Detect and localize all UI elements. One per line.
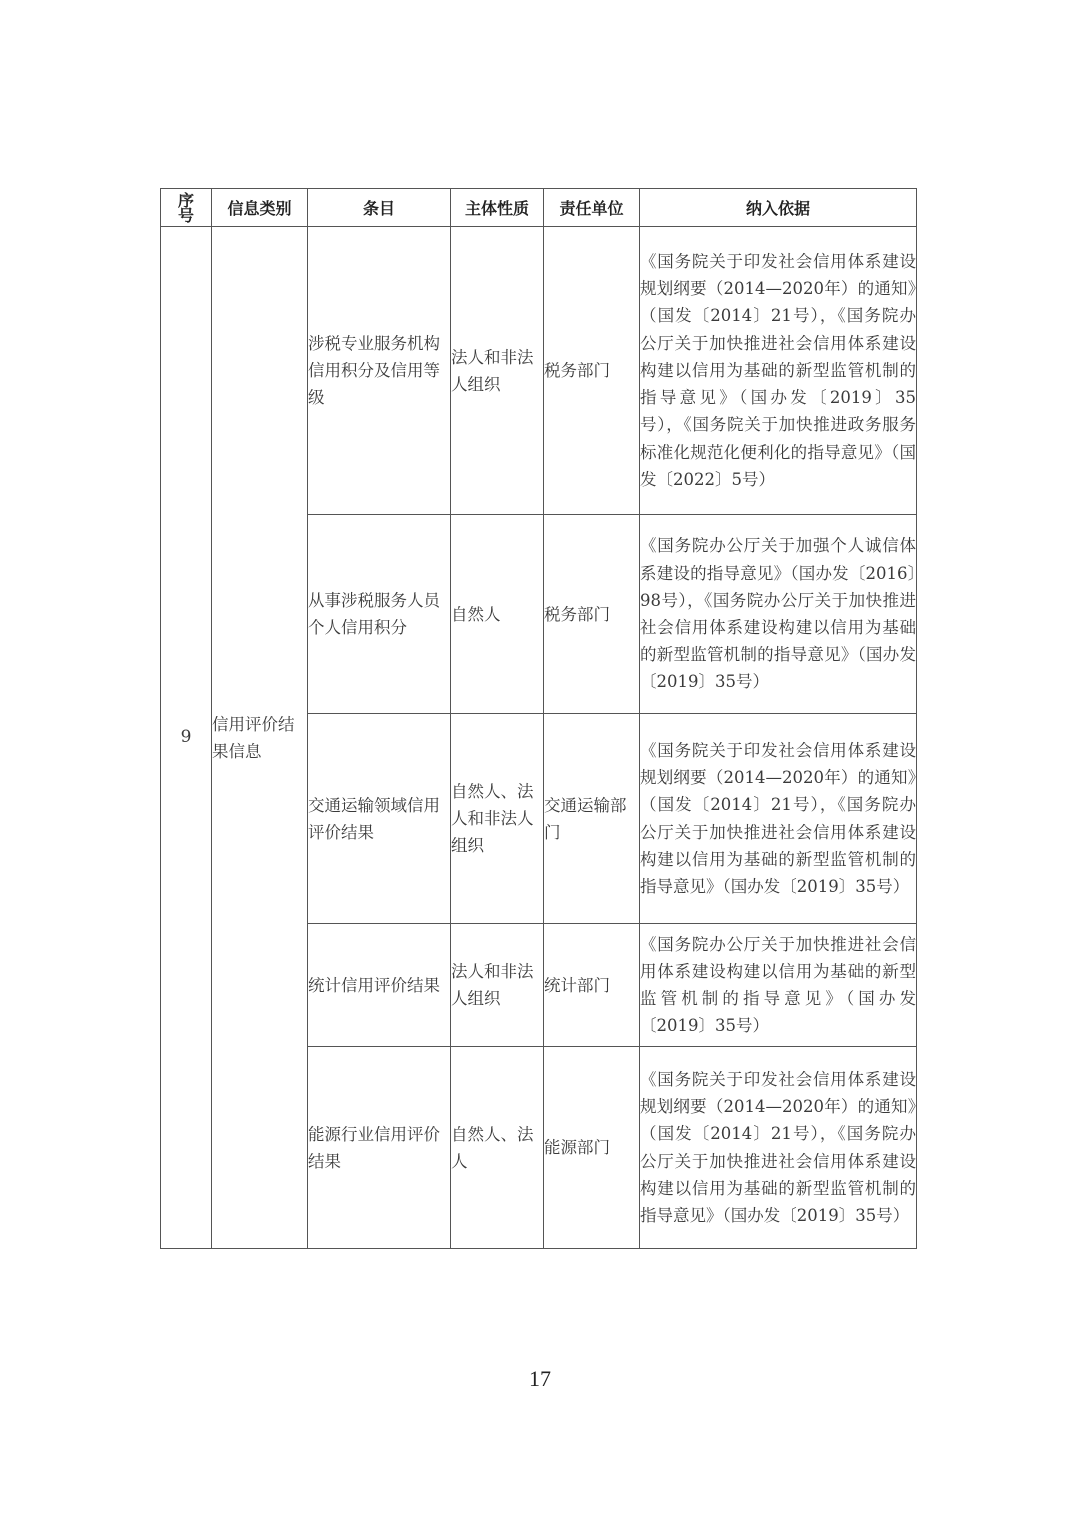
row-basis: 《国务院办公厅关于加强个人诚信体系建设的指导意见》（国办发〔2016〕98号），《国务院办公厅关于加快推进社会信用体系建设构建以信用为基础的新型监管机制的指导意见》（国办发〔2019〕35号）	[640, 515, 917, 714]
row-item: 涉税专业服务机构信用积分及信用等级	[308, 227, 451, 515]
row-unit: 统计部门	[544, 924, 640, 1047]
table-row	[161, 227, 917, 515]
header-seq: 序号	[161, 189, 212, 227]
header-item: 条目	[308, 189, 451, 227]
row-basis: 《国务院关于印发社会信用体系建设规划纲要（2014—2020年）的通知》（国发〔2014〕21号），《国务院办公厅关于加快推进社会信用体系建设构建以信用为基础的新型监管机制的指导意见》（国办发〔2019〕35号）	[640, 1047, 917, 1249]
header-basis: 纳入依据	[640, 189, 917, 227]
row-unit: 能源部门	[544, 1047, 640, 1249]
table-header-row	[161, 189, 917, 227]
header-nature: 主体性质	[451, 189, 544, 227]
row-basis: 《国务院关于印发社会信用体系建设规划纲要（2014—2020年）的通知》（国发〔2014〕21号），《国务院办公厅关于加快推进社会信用体系建设构建以信用为基础的新型监管机制的指导意见》（国办发〔2019〕35号），《国务院关于加快推进政务服务标准化规范化便利化的指导意见》（国发〔2022〕5号）	[640, 227, 917, 515]
row-item: 能源行业信用评价结果	[308, 1047, 451, 1249]
header-unit: 责任单位	[544, 189, 640, 227]
row-nature: 法人和非法人组织	[451, 227, 544, 515]
group-seq: 9	[161, 227, 212, 1249]
row-basis: 《国务院办公厅关于加快推进社会信用体系建设构建以信用为基础的新型监管机制的指导意见》（国办发〔2019〕35号）	[640, 924, 917, 1047]
row-unit: 税务部门	[544, 227, 640, 515]
row-nature: 法人和非法人组织	[451, 924, 544, 1047]
row-nature: 自然人、法人	[451, 1047, 544, 1249]
row-unit: 交通运输部门	[544, 714, 640, 924]
row-nature: 自然人、法人和非法人组织	[451, 714, 544, 924]
header-category: 信息类别	[212, 189, 308, 227]
row-nature: 自然人	[451, 515, 544, 714]
page-number: 17	[529, 1366, 551, 1391]
row-item: 交通运输领域信用评价结果	[308, 714, 451, 924]
row-item: 从事涉税服务人员个人信用积分	[308, 515, 451, 714]
row-item: 统计信用评价结果	[308, 924, 451, 1047]
credit-info-table	[160, 188, 917, 1249]
row-unit: 税务部门	[544, 515, 640, 714]
group-category: 信用评价结果信息	[212, 227, 308, 1249]
row-basis: 《国务院关于印发社会信用体系建设规划纲要（2014—2020年）的通知》（国发〔2014〕21号），《国务院办公厅关于加快推进社会信用体系建设构建以信用为基础的新型监管机制的指导意见》（国办发〔2019〕35号）	[640, 714, 917, 924]
